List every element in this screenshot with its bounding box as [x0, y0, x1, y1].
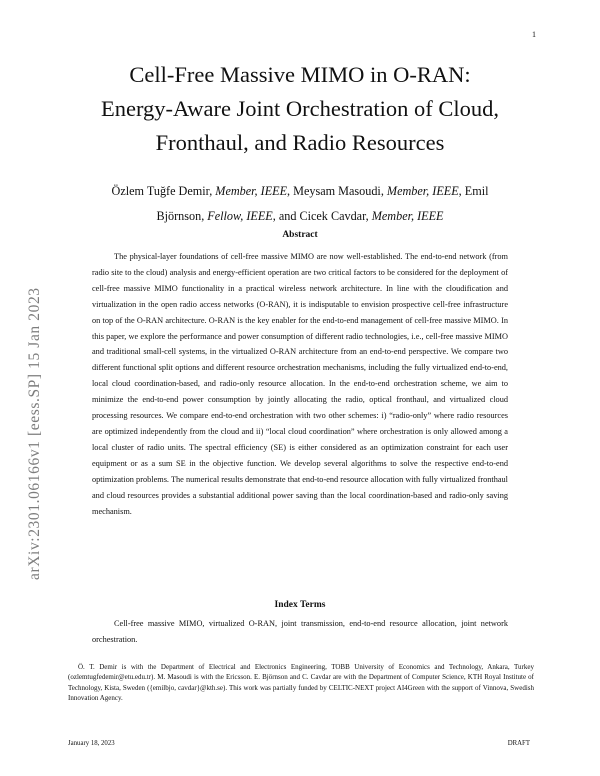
author-membership: Fellow, IEEE — [207, 209, 273, 223]
arxiv-identifier[interactable]: arXiv:2301.06166v1 [eess.SP] 15 Jan 2023 — [26, 287, 43, 580]
author-name: Emil — [464, 184, 489, 198]
footer-draft-label: DRAFT — [507, 740, 530, 747]
author-name: and Cicek Cavdar, — [278, 209, 369, 223]
footer-date: January 18, 2023 — [68, 740, 115, 747]
author-membership: Member, IEEE — [371, 209, 444, 223]
title-line-3: Fronthaul, and Radio Resources — [155, 129, 445, 155]
index-terms-heading: Index Terms — [274, 600, 326, 610]
author-line-1: Özlem Tuğfe Demir, Member, IEEE, Meysam Masoudi, Member, IEEE, Emil — [111, 184, 489, 198]
title-line-1: Cell-Free Massive MIMO in O-RAN: — [129, 62, 471, 87]
abstract-heading: Abstract — [282, 230, 318, 240]
author-name: Özlem Tuğfe Demir, — [111, 184, 213, 198]
author-membership: Member, IEEE — [215, 184, 288, 198]
author-name: Meysam Masoudi, — [293, 184, 384, 198]
page-number: 1 — [532, 30, 536, 39]
abstract-body: The physical-layer foundations of cell-free massive MIMO are now well-established. The end-to-end network (from radio site to the cloud) analysis and energy-efficient operation are two critical factors to be considered for the deployment of cell-free massive MIMO functionality in a practical wireless network architecture. In line with the cloudification and virtualization in the open radio access networks (O-RAN), it is indisputable to envision prospective cell-free infrastructure on top of the O-RAN architecture. O-RAN is the key enabler for the end-to-end management of cell-free massive MIMO. In this paper, we explore the performance and power consumption of different radio technologies, i.e., cell-free massive MIMO and traditional small-cell systems, in the virtualized O-RAN architecture from an end-to-end perspective. We compare two different functional split options and different resource orchestration mechanisms, including the fully virtualized end-to-end, local cloud coordination-based, and radio-only resource allocation. In the end-to-end orchestration scheme, we aim to minimize the end-to-end power consumption by jointly allocating the radio, optical fronthaul, and virtualized cloud processing resources. We compare end-to-end orchestration with two other schemes: i) “radio-only” where radio resources are optimized independently from the cloud and ii) “local cloud coordination” where orchestration is only allowed among a local cluster of radio units. The spectral efficiency (SE) is either considered as an optimization constraint for each user equipment or as a sum SE in the objective function. We develop several algorithms to solve the respective end-to-end optimization problems. The numerical results demonstrate that end-to-end resource allocation with fully virtualized fronthaul and cloud resources provides a substantial additional power saving than the local coordination-based and radio-only saving mechanism. — [92, 252, 508, 516]
author-affiliation-footnote: Ö. T. Demir is with the Department of Electrical and Electronics Engineering, TOBB University of Economics and Technology, Ankara, Turkey (ozlemtugfedemir@etu.edu.tr). M. Masoudi is with the Ericsson. E. Björnson and C. Cavdar are with the Department of Computer Science, KTH Royal Institute of Technology, Kista, Sweden ({emilbjo, cavdar}@kth.se). This work was partially funded by CELTIC-NEXT project AI4Green with the support of Vinnova, Swedish Innovation Agency. — [68, 663, 534, 703]
author-line-2: Björnson, Fellow, IEEE, and Cicek Cavdar, Member, IEEE — [156, 209, 444, 223]
author-name: Björnson, — [156, 209, 205, 223]
title-line-2: Energy-Aware Joint Orchestration of Cloud, — [100, 95, 500, 121]
index-terms-body: Cell-free massive MIMO, virtualized O-RAN, joint transmission, end-to-end resource allocation, joint network orchestration. — [92, 619, 508, 644]
author-list — [60, 179, 540, 229]
author-membership: Member, IEEE — [386, 184, 459, 198]
paper-title — [60, 58, 540, 159]
